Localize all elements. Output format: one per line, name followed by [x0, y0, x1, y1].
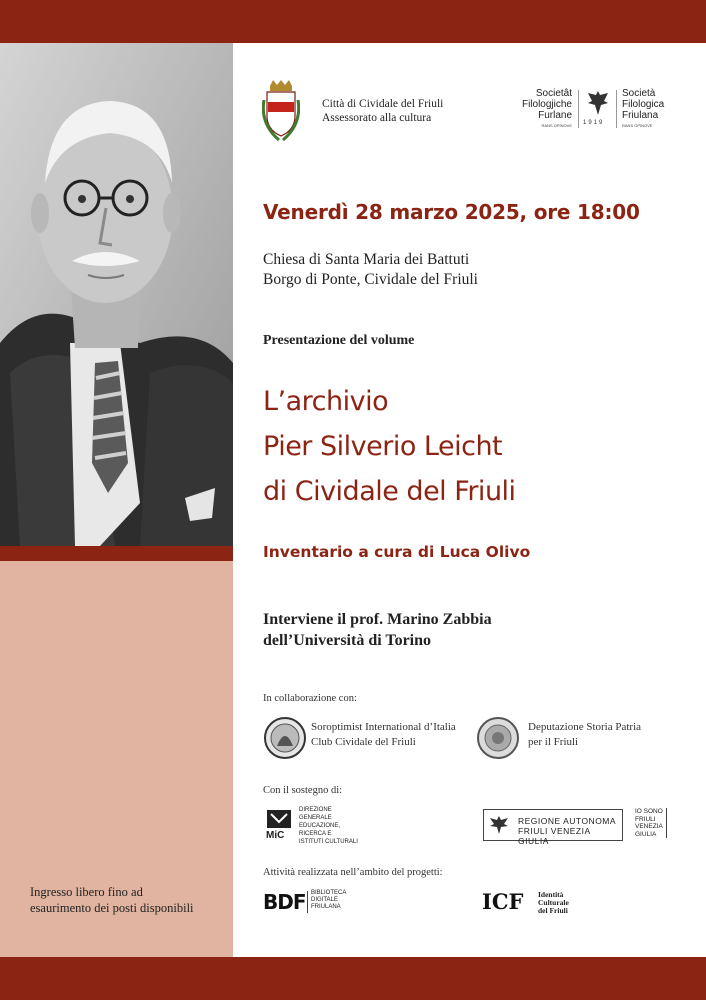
sff-right-line: Filologica — [622, 99, 665, 110]
event-place — [263, 250, 478, 290]
soroptimist-seal-icon — [263, 716, 307, 760]
place-line2: Borgo di Ponte, Cividale del Friuli — [263, 271, 478, 288]
sff-right-line: Società — [622, 88, 656, 99]
partner1-line1: Soroptimist International d’Italia — [311, 721, 456, 733]
sff-divider — [616, 90, 617, 128]
sff-left-line: Furlane — [538, 110, 572, 121]
partner1-line2: Club Cividale del Friuli — [311, 736, 416, 748]
sff-right-text — [622, 88, 664, 128]
mic-logo — [263, 806, 363, 845]
sff-right-line: Friulana — [622, 110, 659, 121]
speaker-line2: dell’Università di Torino — [263, 632, 432, 649]
mic-line: EDUCAZIONE, — [299, 823, 341, 829]
mic-line: ISTITUTI CULTURALI — [299, 839, 358, 845]
mic-line: RICERCA E — [299, 831, 332, 837]
sff-left-text — [516, 88, 572, 128]
top-band — [0, 0, 706, 43]
city-name: Città di Cividale del Friuli — [322, 98, 444, 110]
partner-soroptimist — [311, 720, 456, 750]
partner2-line2: per il Friuli — [528, 736, 579, 748]
projects-heading: Attività realizzata nell’ambito del progetti: — [263, 867, 443, 878]
entry-line1: Ingresso libero fino ad — [30, 885, 143, 899]
partner2-line1: Deputazione Storia Patria — [528, 721, 642, 733]
icf-logo — [482, 889, 582, 917]
sff-right-small: RANS OPINOVE — [622, 123, 653, 128]
iosono-line: FRIULI — [635, 815, 656, 823]
bdf-divider — [307, 891, 308, 913]
sff-left-small: RANS OPINOVE — [541, 123, 572, 128]
title-line: Pier Silverio Leicht — [263, 431, 503, 462]
bdf-line: DIGITALE — [311, 897, 338, 903]
bottom-band — [0, 957, 706, 1000]
regione-line: FRIULI VENEZIA GIULIA — [518, 826, 591, 846]
sff-divider — [578, 90, 579, 128]
sff-left-line: Filologjiche — [521, 99, 572, 110]
regione-logo — [483, 809, 623, 846]
title-line: L’archivio — [263, 386, 389, 417]
iosono-line: GIULIA — [635, 830, 657, 838]
mic-text — [299, 806, 363, 846]
sff-logo — [516, 88, 676, 134]
regione-text — [518, 816, 622, 846]
bdf-logo — [263, 889, 373, 915]
bdf-text — [311, 890, 346, 911]
iosono-logo — [635, 808, 667, 838]
book-title — [263, 379, 516, 514]
icf-line: Identità — [538, 890, 564, 899]
collaboration-heading: In collaborazione con: — [263, 693, 357, 704]
city-office — [322, 97, 443, 125]
title-line: di Cividale del Friuli — [263, 476, 516, 507]
entry-line2: esaurimento dei posti disponibili — [30, 901, 194, 915]
icf-line: Culturale — [538, 898, 569, 907]
iosono-line: IO SONO — [635, 808, 663, 815]
photo-divider — [0, 546, 233, 561]
curator-line: Inventario a cura di Luca Olivo — [263, 543, 531, 561]
speaker — [263, 609, 492, 651]
place-line1: Chiesa di Santa Maria dei Battuti — [263, 251, 470, 268]
mic-mark: MiC — [266, 830, 285, 840]
icf-text — [538, 891, 569, 915]
bdf-line: BIBLIOTECA — [311, 890, 347, 896]
icf-mark: ICF — [482, 889, 524, 914]
eagle-icon — [488, 814, 510, 836]
entry-note — [30, 884, 225, 916]
bdf-mark: BDF — [263, 890, 306, 914]
deputazione-seal-icon — [476, 716, 520, 760]
regione-line: REGIONE AUTONOMA — [518, 816, 617, 826]
sff-left-line: Societât — [535, 88, 572, 99]
mic-line: DIREZIONE GENERALE — [299, 807, 332, 821]
icf-line: del Friuli — [538, 906, 568, 915]
eagle-icon — [586, 89, 610, 117]
mic-emblem-icon — [263, 806, 295, 840]
city-crest-icon — [262, 80, 300, 142]
partner-deputazione — [528, 720, 641, 750]
event-date: Venerdì 28 marzo 2025, ore 18:00 — [263, 200, 640, 224]
bdf-line: FRIULANA — [311, 904, 341, 910]
city-department: Assessorato alla cultura — [322, 112, 432, 124]
speaker-line1: Interviene il prof. Marino Zabbia — [263, 611, 492, 628]
support-heading: Con il sostegno di: — [263, 785, 343, 796]
iosono-line: VENEZIA — [635, 823, 663, 830]
portrait-photo — [0, 43, 233, 546]
sff-year: 1919 — [583, 120, 605, 126]
presentation-label: Presentazione del volume — [263, 333, 415, 348]
